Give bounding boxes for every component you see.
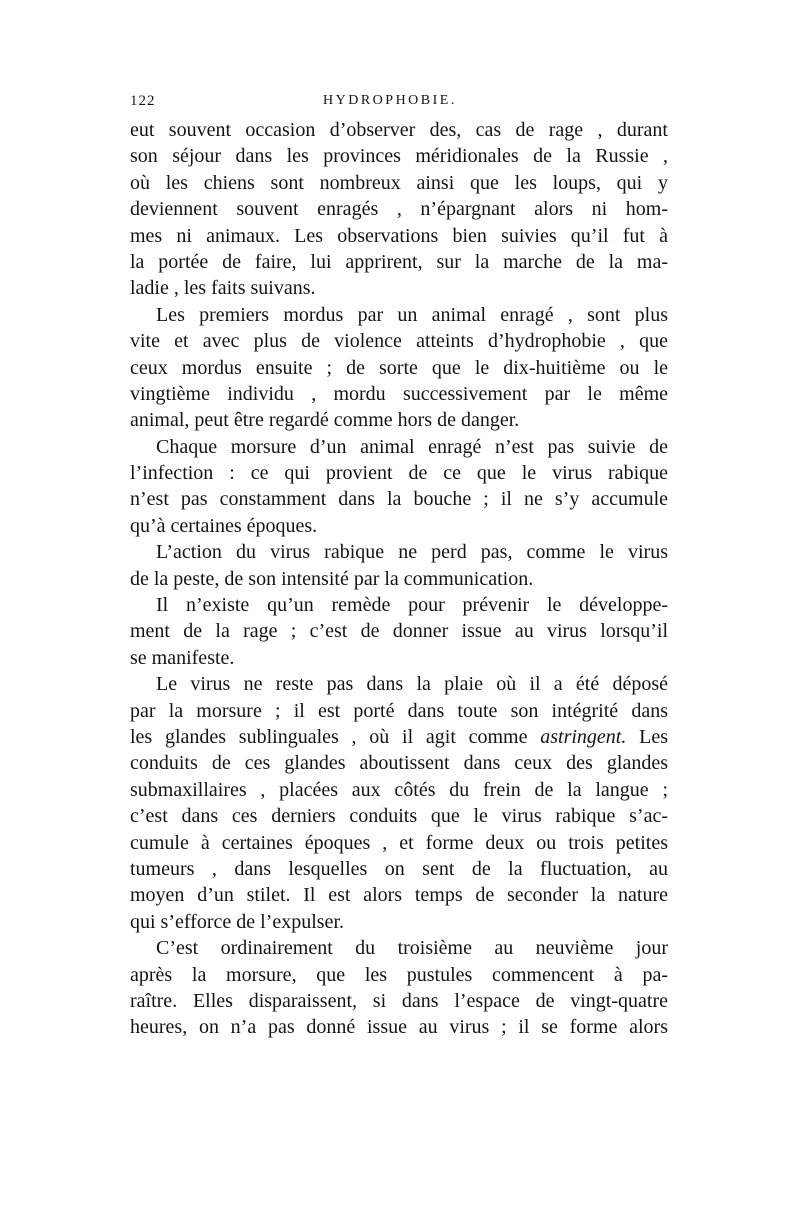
text-line: se manifeste. bbox=[130, 646, 235, 669]
text-line: ment de la rage ; c’est de donner issue au virus lorsqu’il bbox=[130, 620, 668, 643]
text-line: Le virus ne reste pas dans la plaie où il a été déposé bbox=[156, 673, 668, 696]
text-line: ladie , les faits suivans. bbox=[130, 277, 316, 300]
text-line: après la morsure, que les pustules commencent à pa- bbox=[130, 963, 668, 986]
text-line: Chaque morsure d’un animal enragé n’est pas suivie de bbox=[156, 435, 668, 458]
text-line: tumeurs , dans lesquelles on sent de la fluctuation, au bbox=[130, 857, 668, 880]
text-line: heures, on n’a pas donné issue au virus ; il se forme alors bbox=[130, 1016, 668, 1039]
page-number: 122 bbox=[130, 93, 156, 109]
text-line: qui s’efforce de l’expulser. bbox=[130, 910, 344, 933]
text-line: Les premiers mordus par un animal enragé , sont plus bbox=[156, 303, 668, 326]
text-line: les glandes sublinguales , où il agit comme astringent. Les bbox=[130, 725, 668, 748]
text-line: mes ni animaux. Les observations bien suivies qu’il fut à bbox=[130, 224, 668, 247]
page-header bbox=[130, 93, 668, 117]
text-line: l’infection : ce qui provient de ce que le virus rabique bbox=[130, 462, 668, 485]
text-line: animal, peut être regardé comme hors de danger. bbox=[130, 409, 520, 432]
text-line: conduits de ces glandes aboutissent dans ceux des glandes bbox=[130, 752, 668, 775]
running-head: HYDROPHOBIE. bbox=[323, 93, 457, 108]
text-line: ceux mordus ensuite ; de sorte que le dix-huitième ou le bbox=[130, 356, 668, 379]
text-line: L’action du virus rabique ne perd pas, comme le virus bbox=[156, 541, 668, 564]
text-line: c’est dans ces derniers conduits que le virus rabique s’ac- bbox=[130, 805, 668, 828]
text-line: n’est pas constamment dans la bouche ; il ne s’y accumule bbox=[130, 488, 668, 511]
text-line: deviennent souvent enragés , n’épargnant alors ni hom- bbox=[130, 198, 668, 221]
text-line: C’est ordinairement du troisième au neuvième jour bbox=[156, 937, 668, 960]
text-line: raître. Elles disparaissent, si dans l’espace de vingt-quatre bbox=[130, 989, 668, 1012]
text-line: qu’à certaines époques. bbox=[130, 514, 318, 537]
italic-term: astringent. bbox=[540, 725, 627, 748]
text-line: son séjour dans les provinces méridionales de la Russie , bbox=[130, 145, 668, 168]
text-line: Il n’existe qu’un remède pour prévenir le développe- bbox=[156, 594, 668, 617]
text-line: de la peste, de son intensité par la communication. bbox=[130, 567, 534, 590]
text-line: où les chiens sont nombreux ainsi que les loups, qui y bbox=[130, 171, 668, 194]
text-line: par la morsure ; il est porté dans toute son intégrité dans bbox=[130, 699, 668, 722]
text-line: la portée de faire, lui apprirent, sur la marche de la ma- bbox=[130, 250, 668, 273]
text-line: eut souvent occasion d’observer des, cas de rage , durant bbox=[130, 119, 668, 141]
body-text bbox=[130, 117, 668, 1041]
text-line: vingtième individu , mordu successivement par le même bbox=[130, 382, 668, 405]
text-line: moyen d’un stilet. Il est alors temps de seconder la nature bbox=[130, 884, 668, 907]
text-line: vite et avec plus de violence atteints d’hydrophobie , que bbox=[130, 330, 668, 353]
text-line: cumule à certaines époques , et forme deux ou trois petites bbox=[130, 831, 668, 854]
text-line: submaxillaires , placées aux côtés du frein de la langue ; bbox=[130, 778, 668, 801]
